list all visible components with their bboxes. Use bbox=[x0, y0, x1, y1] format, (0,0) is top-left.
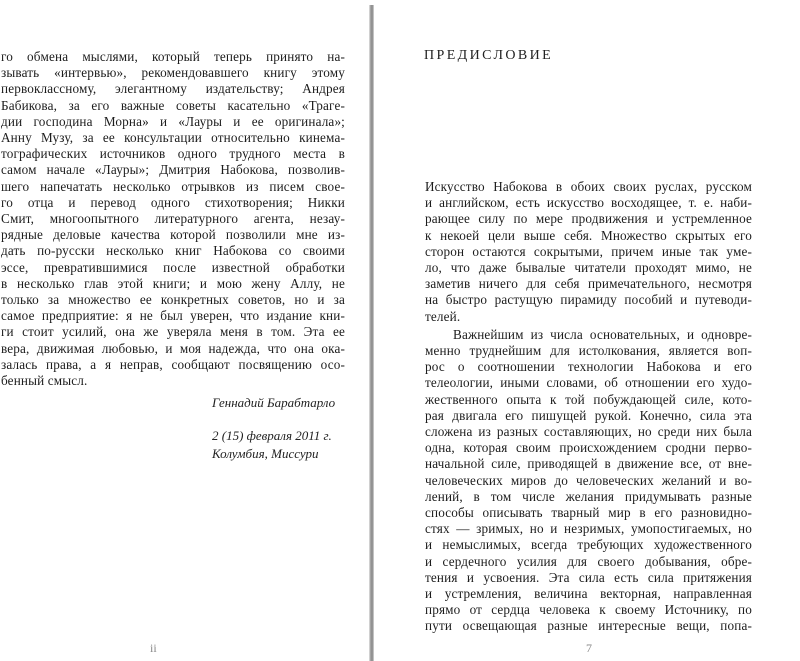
paragraph2-line: жественного опыта к той побуждающей силе, кото- bbox=[425, 391, 752, 407]
paragraph2-line: тения и усвоения. Эта сила есть сила притяжения bbox=[425, 569, 752, 585]
paragraph2-line: рая двигала его пишущей рукой. Конечно, сила эта bbox=[425, 407, 752, 423]
paragraph2-line: сложена из разных составляющих, но среди них была bbox=[425, 424, 752, 439]
text-line: Бабикова, за его важные советы касательно «Траге- bbox=[1, 97, 345, 113]
paragraph1-line: ло, что даже бывалые читатели проходят мимо, не bbox=[425, 260, 752, 275]
text-line: бенный смысл. bbox=[1, 373, 88, 388]
text-line: рядные деловые качества которой позволили мне из- bbox=[1, 227, 345, 243]
signature-author: Геннадий Барабтарло bbox=[212, 395, 336, 410]
paragraph2-line: одна, которая своим происхождением сродни перво- bbox=[425, 440, 752, 456]
paragraph2-line: и немыслимых, всегда требующих художественного bbox=[425, 537, 752, 553]
paragraph1-line: заметив ничего для себя примечательного, несмотря bbox=[425, 276, 752, 292]
paragraph2-line: телеологии, иными словами, об отношении его худо- bbox=[425, 375, 752, 391]
book-spine bbox=[369, 5, 374, 661]
paragraph2-line: Важнейшим из числа основательных, и одновре- bbox=[453, 326, 752, 342]
text-line: го отца и перевод одного стихотворения; Никки bbox=[1, 194, 345, 210]
paragraph2-line: лений, в том числе желания придумывать разные bbox=[425, 488, 752, 504]
paragraph2-line: менно труднейшим для истолкования, является воп- bbox=[425, 343, 752, 358]
right-page bbox=[376, 0, 800, 661]
text-line: самом начале «Лауры»; Дмитрия Набокова, позволив- bbox=[1, 162, 345, 178]
left-page bbox=[0, 0, 370, 661]
text-line: эссе, превратившимися после известной обработки bbox=[1, 259, 345, 275]
signature-place: Колумбия, Миссури bbox=[212, 446, 319, 461]
paragraph2-line: прямо от сердца человека к своему Источнику, по bbox=[425, 602, 752, 618]
text-line: только за множество ее конкретных советов, но и за bbox=[1, 292, 345, 307]
page-number-right: 7 bbox=[586, 641, 592, 655]
signature-date: 2 (15) февраля 2011 г. bbox=[212, 428, 332, 443]
paragraph1-line: на быстро растущую пирамиду пособий и путеводи- bbox=[425, 292, 752, 308]
text-line: в несколько глав этой книги; и мою жену Аллу, не bbox=[1, 275, 345, 291]
paragraph1-line: рающее силу по мере продвижения и устремленное bbox=[425, 211, 752, 227]
paragraph2-line: человеческих миров до человеческих желаний и во- bbox=[425, 472, 752, 488]
text-line: тографических источников одного трудного места в bbox=[1, 146, 345, 162]
text-line: го обмена мыслями, который теперь принято на- bbox=[1, 49, 345, 64]
paragraph1-line: телей. bbox=[425, 308, 461, 324]
text-line: шего напечатать несколько отрывков из писем свое- bbox=[1, 178, 345, 194]
text-line: Смит, многоопытного литературного агента, незау- bbox=[1, 211, 345, 226]
text-line: залась права, а я неправ, сообщают посвящению осо- bbox=[1, 356, 345, 372]
paragraph1-line: Искусство Набокова в обоих своих руслах, русском bbox=[425, 179, 752, 194]
text-line: Анну Музу, за ее консультации относительно кинема- bbox=[1, 130, 345, 145]
paragraph2-line: способы описывать тварный мир в его разновидно- bbox=[425, 505, 752, 520]
paragraph2-line: стях — зримых, но и незримых, умопостигаемых, но bbox=[425, 521, 752, 537]
text-line: зывать «интервью», рекомендовавшего книгу этому bbox=[1, 65, 345, 81]
text-line: первоклассному, элегантному издательству; Андрея bbox=[1, 81, 345, 97]
text-line: вера, движимая любовью, и моя надежда, что она ока- bbox=[1, 340, 345, 356]
chapter-heading: ПРЕДИСЛОВИЕ bbox=[424, 48, 554, 63]
text-line: ги стоит усилий, она же уверяла меня в том. Эта ее bbox=[1, 324, 345, 340]
paragraph2-line: и устремления, величина векторная, направленная bbox=[425, 586, 752, 601]
paragraph2-line: начальной силе, приводящей в движение все, от вне- bbox=[425, 456, 752, 472]
paragraph2-line: рос о соотношении технологии Набокова и его bbox=[425, 359, 752, 375]
paragraph2-line: и сердечного усилия для своего добывания, обре- bbox=[425, 553, 752, 569]
paragraph2-line: пути освещающая разные интересные вещи, попа- bbox=[425, 618, 752, 634]
paragraph1-line: сторон остаются сокрытыми, причем иные так уме- bbox=[425, 243, 752, 259]
paragraph1-line: и английском, есть искусство восходящее, т. е. наби- bbox=[425, 195, 752, 211]
text-line: дии господина Морна» и «Лауры и ее оригинала»; bbox=[1, 113, 345, 129]
text-line: самое предприятие: я не был уверен, что издание кни- bbox=[1, 308, 345, 324]
paragraph1-line: к некоей цели выше себя. Множество скрытых его bbox=[425, 227, 752, 243]
text-line: дать по-русски несколько книг Набокова со своими bbox=[1, 243, 345, 259]
page-number-left: ii bbox=[150, 641, 157, 655]
